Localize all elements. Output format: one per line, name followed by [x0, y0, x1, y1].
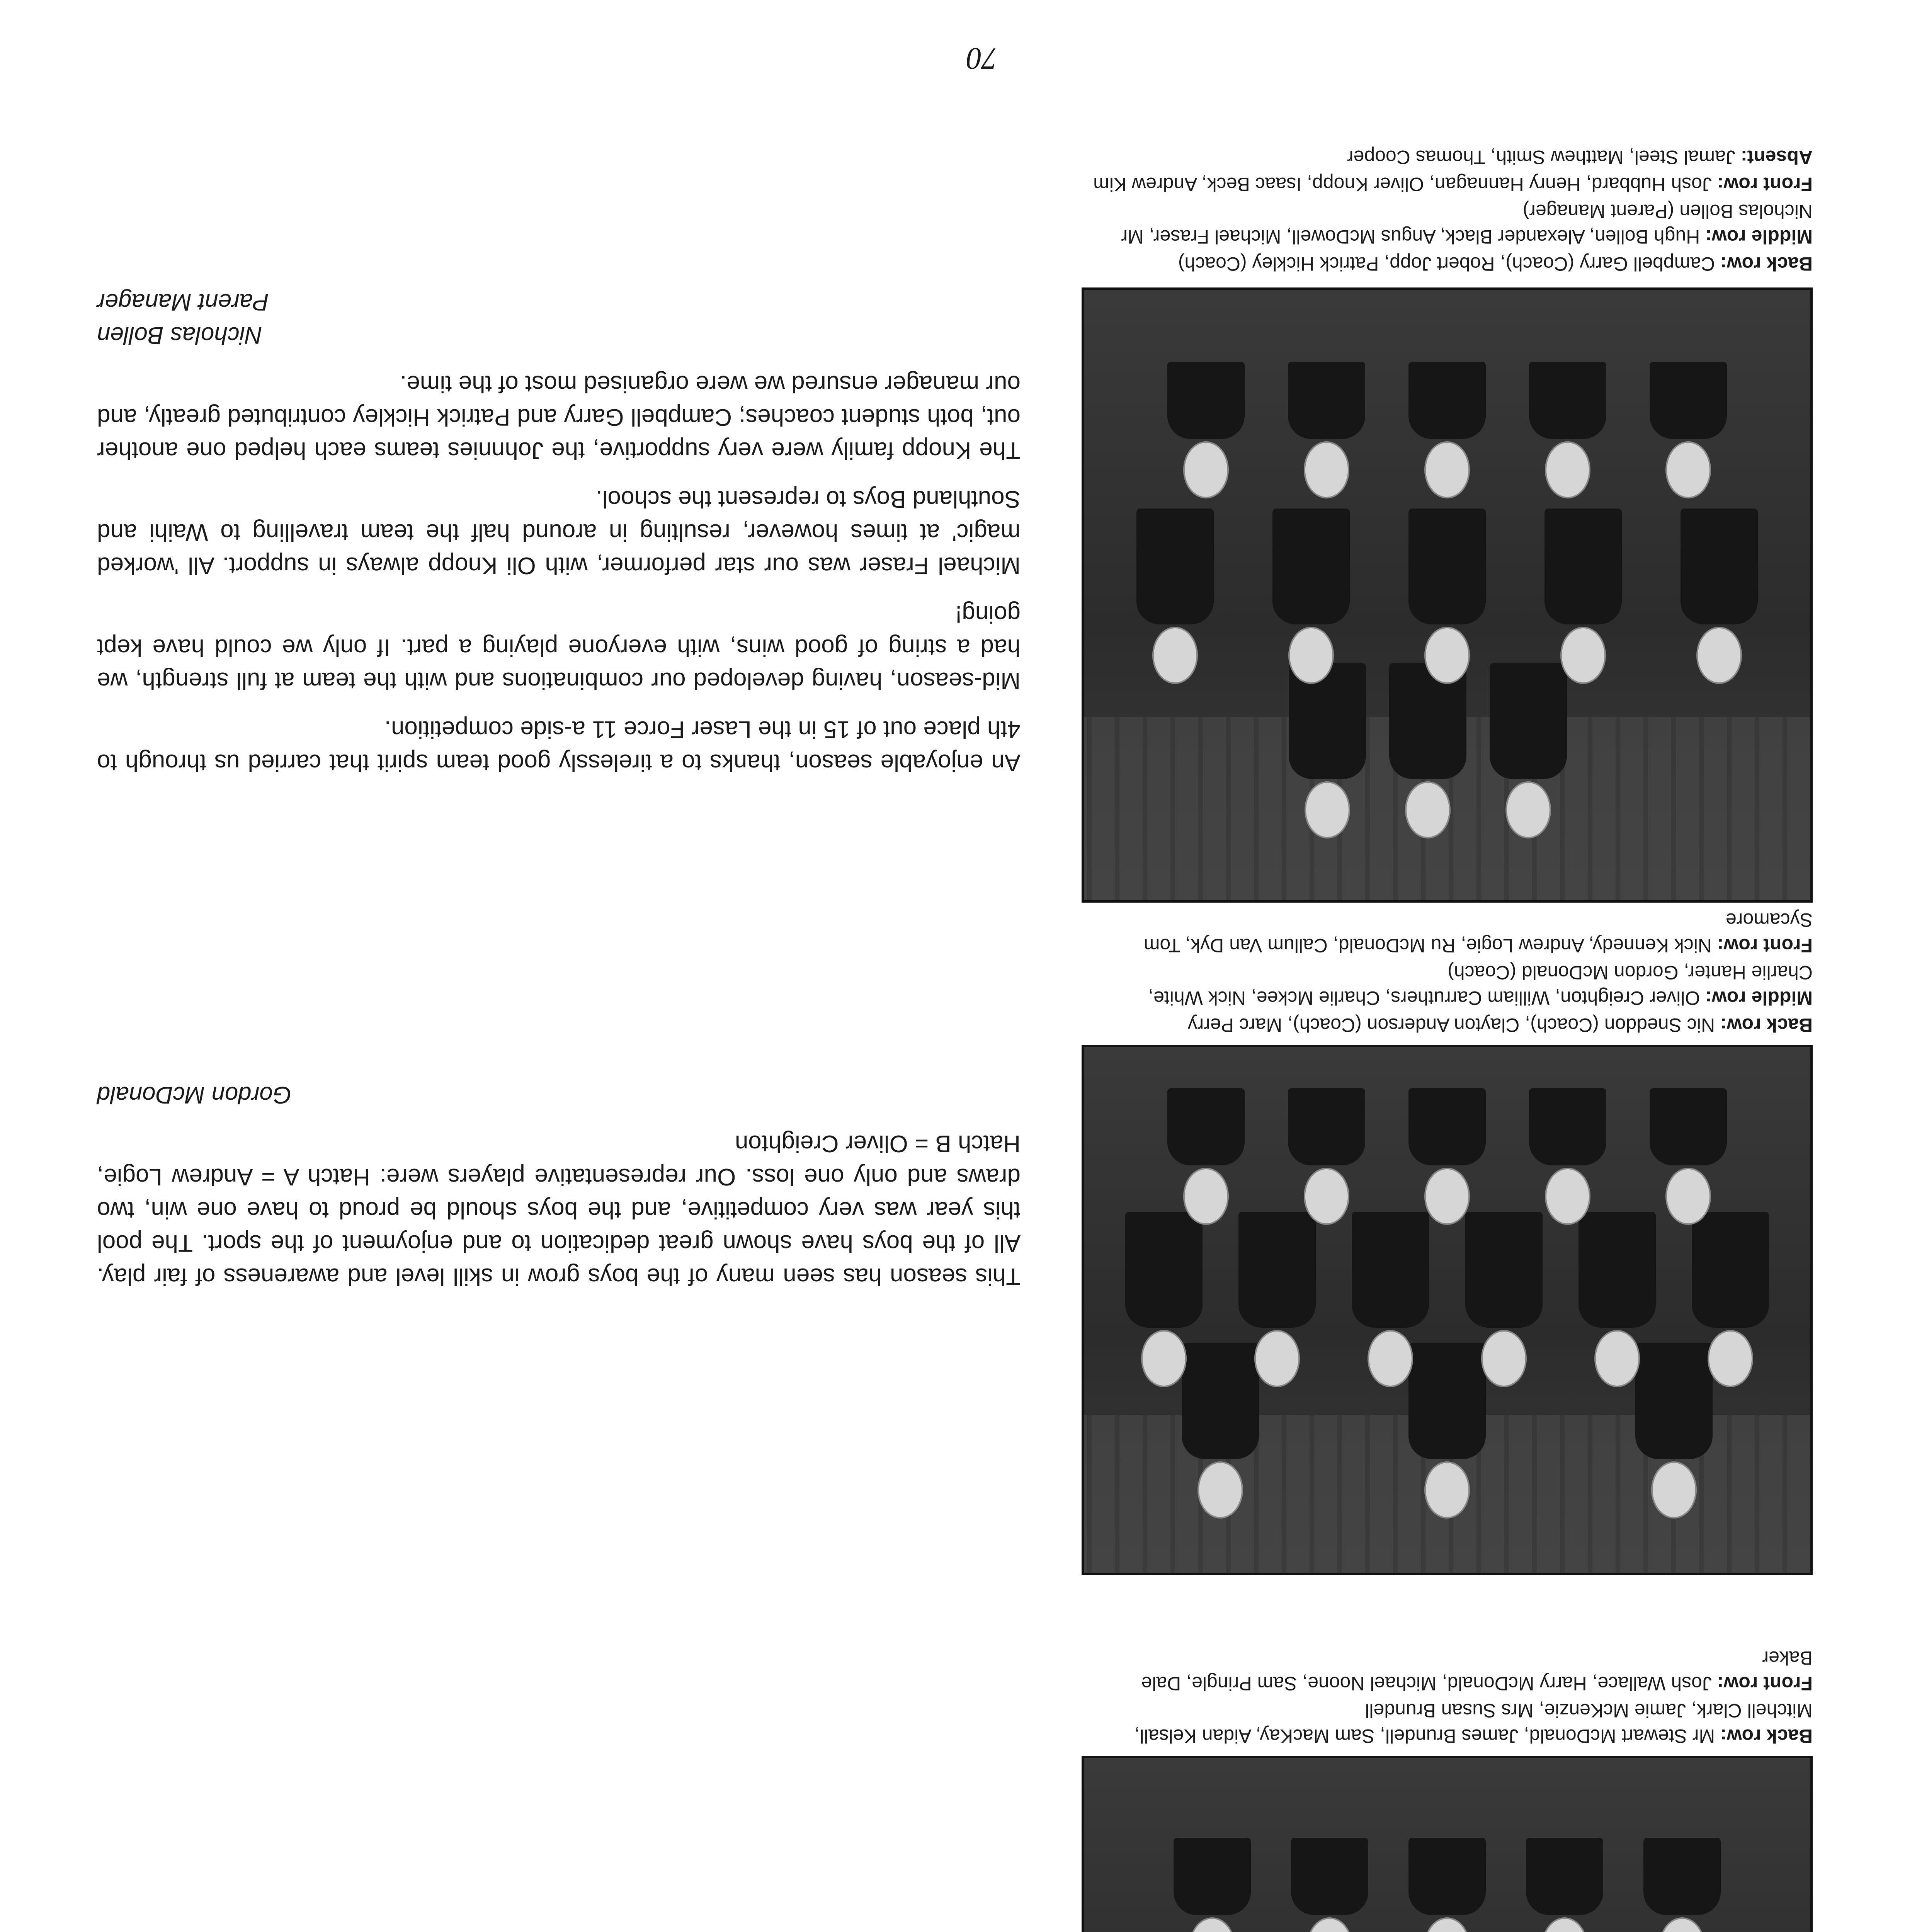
- caption-text: Hugh Bollen, Alexander Black, Angus McDowell, Michael Fraser, Mr Nicholas Bollen (Parent Manager): [1121, 201, 1813, 248]
- page-number: 70: [966, 41, 997, 75]
- paragraph: Michael Fraser was our star performer, with Oli Knopp always in support. All 'worked magic' at times however, resulting in around half the team travelling to Waihi and Southland Boys to represent the school.: [97, 486, 1021, 579]
- signature-title: Parent Manager: [97, 289, 269, 315]
- section-4-text: [97, 285, 1021, 779]
- caption-text: Jamal Steel, Matthew Smith, Thomas Cooper: [1347, 146, 1735, 168]
- caption-label: Middle row:: [1705, 226, 1813, 248]
- caption-label: Back row:: [1720, 1014, 1813, 1036]
- caption-text: Josh Wallace, Harry McDonald, Michael Noone, Sam Pringle, Dale Baker: [1141, 1647, 1813, 1694]
- caption-text: Mr Stewart McDonald, James Brundell, Sam MacKay, Aidan Kelsall, Mitchell Clark, Jamie McKenzie, Mrs Susan Brundell: [1134, 1700, 1813, 1747]
- team-photo-3: [1082, 287, 1813, 903]
- paragraph: The Knopp family were very supportive, the Johnnies teams each helped one another out, both student coaches; Campbell Garry and Patrick Hickley contributed greatly, and our manager ensured we were organised most of the time.: [97, 371, 1021, 464]
- caption-text: Oliver Creighton, William Carruthers, Charlie Mckee, Nick White, Charlie Hanter, Gordon McDonald (Coach): [1148, 962, 1813, 1009]
- caption-text: Josh Hubbard, Henry Hannagan, Oliver Knopp, Isaac Beck, Andrew Kim: [1093, 173, 1712, 195]
- photo-caption-1: [1086, 1644, 1813, 1749]
- caption-label: Back row:: [1720, 1725, 1813, 1747]
- section-3-text: [97, 1078, 1021, 1293]
- caption-text: Campbell Garry (Coach), Robert Jopp, Patrick Hickley (Coach): [1178, 253, 1715, 275]
- team-photo-2: [1082, 1045, 1813, 1575]
- signature: Gordon McDonald: [97, 1082, 292, 1108]
- paragraph: An enjoyable season, thanks to a tirelessly good team spirit that carried us through to 4th place out of 15 in the Laser Force 11 a-side competition.: [97, 716, 1021, 776]
- caption-text: Nic Sneddon (Coach), Clayton Anderson (Coach), Marc Perry: [1187, 1014, 1715, 1036]
- caption-label: Middle row:: [1705, 987, 1813, 1009]
- caption-label: Front row:: [1717, 1673, 1813, 1694]
- caption-label: Back row:: [1720, 253, 1813, 275]
- paragraph: This season has seen many of the boys grow in skill level and awareness of fair play. All of the boys have shown great dedication to and enjoyment of the sport. The pool this year was very competitive, and the boys should be proud to have one win, two draws and only one loss. Our representative players were: Hatch A = Andrew Logie, Hatch B = Oliver Creighton: [97, 1130, 1021, 1290]
- team-photo-1: [1082, 1756, 1813, 1932]
- caption-text: Nick Kennedy, Andrew Logie, Ru McDonald, Callum Van Dyk, Tom Sycamore: [1143, 909, 1813, 956]
- caption-label: Front row:: [1717, 935, 1813, 956]
- paragraph: Mid-season, having developed our combinations and with the team at full strength, we had a string of good wins, with everyone playing a part. If only we could have kept going!: [97, 601, 1021, 694]
- photo-caption-2: [1086, 906, 1813, 1038]
- caption-label: Front row:: [1717, 173, 1813, 195]
- photo-caption-3: [1086, 143, 1813, 277]
- caption-label: Absent:: [1740, 146, 1813, 168]
- signature: Nicholas Bollen: [97, 322, 262, 349]
